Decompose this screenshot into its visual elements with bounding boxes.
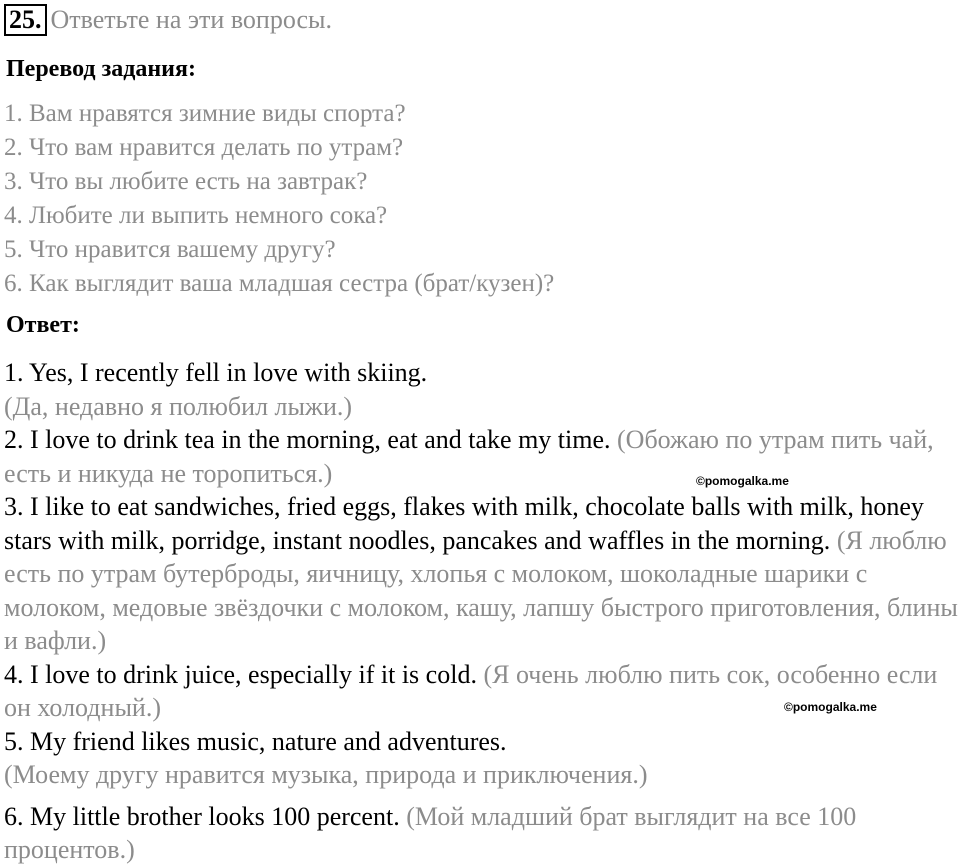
answer-russian: (Мой младший брат выглядит на все 100 процентов.) bbox=[4, 801, 857, 864]
translation-label: Перевод задания: bbox=[6, 56, 196, 82]
answer-english: 2. I love to drink tea in the morning, eat and take my time. bbox=[4, 425, 611, 454]
answer-item bbox=[4, 725, 959, 792]
task-number: 25. bbox=[4, 4, 47, 36]
question-list bbox=[4, 97, 554, 301]
task-instruction: Ответьте на эти вопросы. bbox=[50, 5, 332, 34]
question-item: 2. Что вам нравится делать по утрам? bbox=[4, 134, 404, 161]
answer-russian: (Моему другу нравится музыка, природа и приключения.) bbox=[4, 760, 648, 789]
answer-russian: (Я очень люблю пить сок, особенно если он холодный.) bbox=[4, 659, 938, 722]
question-item: 1. Вам нравятся зимние виды спорта? bbox=[4, 100, 406, 127]
question-item: 4. Любите ли выпить немного сока? bbox=[4, 202, 388, 229]
answer-english: 5. My friend likes music, nature and adventures. bbox=[4, 726, 507, 756]
task-header bbox=[4, 4, 332, 36]
question-item: 6. Как выглядит ваша младшая сестра (брат/кузен)? bbox=[4, 270, 555, 297]
watermark: ©pomogalka.me bbox=[784, 700, 877, 714]
answer-russian: (Обожаю по утрам пить чай, есть и никуда не торопиться.) bbox=[4, 425, 934, 488]
answer-russian: (Я люблю есть по утрам бутерброды, яичницу, хлопья с молоком, шоколадные шарики с молоком, медовые звёздочки с молоком, кашу, лапшу быстрого приготовления, блины и вафли.) bbox=[4, 525, 958, 655]
answer-item bbox=[4, 658, 959, 725]
answer-label: Ответ: bbox=[6, 312, 80, 338]
answer-english: 3. I like to eat sandwiches, fried eggs, flakes with milk, chocolate balls with milk, honey stars with milk, porridge, instant noodles, pancakes and waffles in the morning. bbox=[4, 492, 924, 555]
answer-item bbox=[4, 356, 959, 423]
watermark: ©pomogalka.me bbox=[696, 474, 789, 488]
answer-item bbox=[4, 800, 959, 867]
answer-list bbox=[4, 356, 959, 867]
answer-item bbox=[4, 423, 959, 490]
answer-russian: (Да, недавно я полюбил лыжи.) bbox=[4, 391, 353, 421]
answer-english: 6. My little brother looks 100 percent. bbox=[4, 801, 400, 831]
answer-english: 1. Yes, I recently fell in love with skiing. bbox=[4, 358, 428, 387]
question-item: 3. Что вы любите есть на завтрак? bbox=[4, 168, 368, 195]
answer-english: 4. I love to drink juice, especially if it is cold. bbox=[4, 659, 477, 689]
answer-item bbox=[4, 490, 959, 658]
question-item: 5. Что нравится вашему другу? bbox=[4, 236, 336, 263]
